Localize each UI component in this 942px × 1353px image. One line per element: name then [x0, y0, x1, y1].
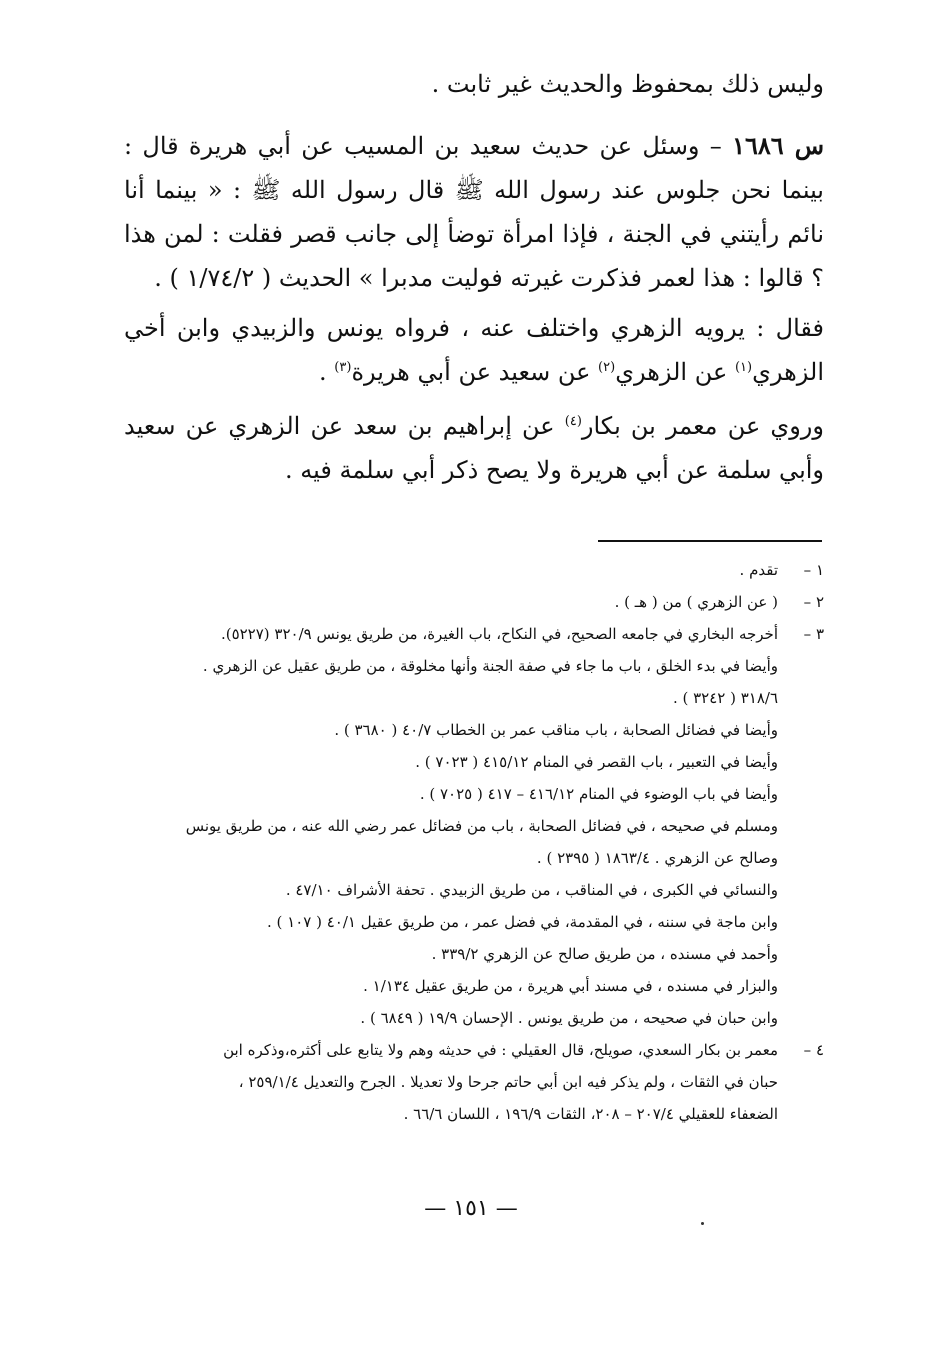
- footnote-number: ٣ –: [803, 625, 824, 643]
- footnote-2: [124, 586, 824, 618]
- narration-text-b: عن إبراهيم بن سعد عن الزهري عن سعيد وأبي سلمة عن أبي هريرة ولا يصح ذكر أبي سلمة فيه .: [124, 412, 824, 484]
- body-line-0: [124, 62, 824, 106]
- question-paragraph: [124, 124, 824, 300]
- footnote-separator: [598, 540, 822, 542]
- continuation-text: وليس ذلك بمحفوظ والحديث غير ثابت .: [431, 70, 824, 98]
- footnote-number: ٢ –: [803, 593, 824, 611]
- footnote-line: معمر بن بكار السعدي، صويلح، قال العقيلي : في حديثه وهم ولا يتابع على أكثره،وذكره ابن: [223, 1041, 778, 1059]
- answer-text-d: .: [319, 358, 335, 386]
- footnote-line: حبان في الثقات ، ولم يذكر فيه ابن أبي حاتم جرحا ولا تعديلا . الجرح والتعديل ٢٥٩/١/٤ ،: [238, 1073, 778, 1091]
- question-number: س ١٦٨٦: [732, 131, 824, 160]
- footnote-ref-2: (٢): [598, 360, 616, 375]
- footnote-line: والبزار في مسنده ، في مسند أبي هريرة ، من طريق عقيل ١/١٣٤ .: [363, 977, 778, 995]
- footnote-4: [124, 1034, 824, 1130]
- footnotes: [124, 554, 824, 1130]
- footnote-line: ومسلم في صحيحه ، في فضائل الصحابة ، باب من فضائل عمر رضي الله عنه ، من طريق يونس: [185, 817, 778, 835]
- footnote-1: [124, 554, 824, 586]
- footnote-ref-1: (١): [734, 360, 753, 375]
- footnote-line: وأيضا في التعبير ، باب القصر في المنام ٤١٥/١٢ ( ٧٠٢٣ ) .: [415, 753, 778, 771]
- answer-paragraph: [124, 306, 824, 394]
- footnote-line: وصالح عن الزهري . ١٨٦٣/٤ ( ٢٣٩٥ ) .: [536, 849, 778, 867]
- footnote-line: وأيضا في فضائل الصحابة ، باب مناقب عمر بن الخطاب ٤٠/٧ ( ٣٦٨٠ ) .: [334, 721, 778, 739]
- narration-text-a: وروي عن معمر بن بكار: [581, 412, 824, 440]
- question-text: – وسئل عن حديث سعيد بن المسيب عن أبي هريرة قال : بينما نحن جلوس عند رسول الله ﷺ قال رسول الله ﷺ : « بينما أنا نائم رأيتني في الجنة ، فإذا امرأة توضأ إلى جانب قصر فقلت : لمن هذا ؟ قالوا : هذا لعمر فذكرت غيرته فوليت مدبرا » الحديث ( ١/٧٤/٢ ) .: [124, 132, 824, 292]
- footnote-ref-4: (٤): [564, 414, 582, 429]
- answer-text-a: فقال : يرويه الزهري واختلف عنه ، فرواه يونس والزبيدي وابن أخي الزهري: [124, 314, 824, 386]
- footnote-ref-3: (٣): [334, 360, 352, 375]
- footnote-line: وابن ماجة في سننه ، في المقدمة، في فضل عمر ، من طريق عقيل ٤٠/١ ( ١٠٧ ) .: [267, 913, 778, 931]
- footnote-number: ١ –: [803, 561, 824, 579]
- footnote-line: الضعفاء للعقيلي ٢٠٧/٤ – ٢٠٨، الثقات ١٩٦/٩ ، اللسان ٦٦/٦ .: [403, 1105, 778, 1123]
- footnote-line: وأيضا في بدء الخلق ، باب ما جاء في صفة الجنة وأنها مخلوقة ، من طريق عقيل عن الزهري .: [202, 657, 778, 675]
- footnote-line: ( عن الزهري ) من ( هـ ) .: [614, 593, 778, 611]
- footnote-number: ٤ –: [803, 1041, 824, 1059]
- footnote-line: تقدم .: [739, 561, 778, 579]
- footnote-line: أخرجه البخاري في جامعه الصحيح، في النكاح، باب الغيرة، من طريق يونس ٣٢٠/٩ (٥٢٢٧).: [220, 625, 778, 643]
- footnote-line: وأيضا في باب الوضوء في المنام ٤١٦/١٢ – ٤١٧ ( ٧٠٢٥ ) .: [419, 785, 778, 803]
- footnote-3: [124, 618, 824, 1034]
- scan-speck: [701, 1222, 704, 1225]
- answer-text-c: عن سعيد عن أبي هريرة: [351, 358, 599, 386]
- narration-paragraph: [124, 404, 824, 492]
- footnote-line: ٣١٨/٦ ( ٣٢٤٢ ) .: [672, 689, 778, 707]
- page-number: — ١٥١ —: [424, 1196, 518, 1221]
- footnote-line: والنسائي في الكبرى ، في المناقب ، من طريق الزبيدي . تحفة الأشراف ٤٧/١٠ .: [285, 881, 778, 899]
- footnote-line: وأحمد في مسنده ، من طريق صالح عن الزهري ٣٣٩/٢ .: [431, 945, 778, 963]
- footnote-line: وابن حبان في صحيحه ، من طريق يونس . الإحسان ١٩/٩ ( ٦٨٤٩ ) .: [360, 1009, 778, 1027]
- answer-text-b: عن الزهري: [615, 358, 735, 386]
